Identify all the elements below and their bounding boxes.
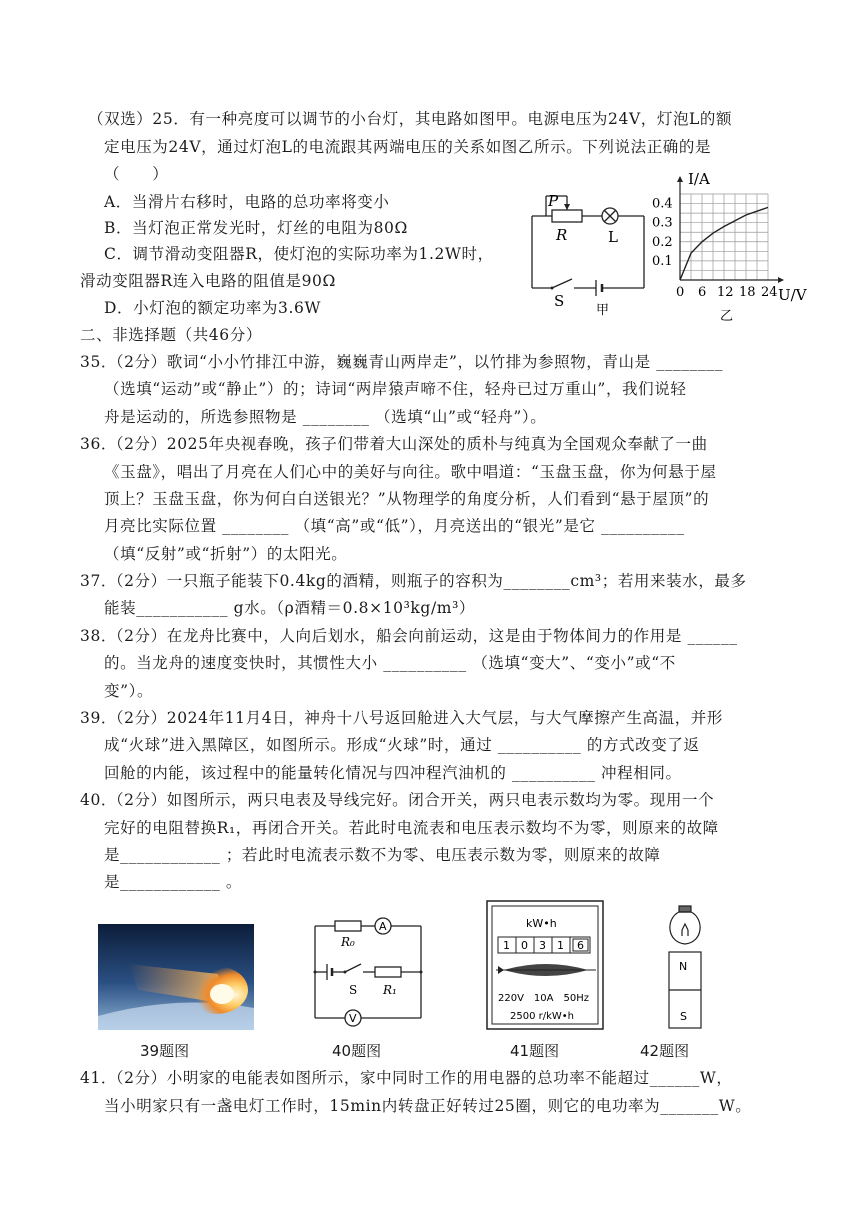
chart-x-label: U/V xyxy=(778,286,807,304)
q38-line-2: 的。当龙舟的速度变快时，其惯性大小 __________ （选填“变大”、“变小”或“不 xyxy=(104,654,676,672)
label-s: S xyxy=(554,292,565,310)
lamp-cap-icon xyxy=(679,906,691,912)
chart-x-tick-label: 24 xyxy=(761,285,778,300)
section-heading: 二、非选择题（共46分） xyxy=(80,326,262,344)
q25-line-3: （ ） xyxy=(104,165,169,183)
caption-39: 39题图 xyxy=(140,1042,190,1060)
label-v: V xyxy=(349,1012,357,1025)
q36-line-2: 《玉盘》，唱出了月亮在人们心中的美好与向往。歌中唱道：“玉盘玉盘，你为何悬于屋 xyxy=(104,463,717,481)
q37-line-1: （2分）一只瓶子能装下0.4kg的酒精，则瓶子的容积为________cm³；若用来装水，最多 xyxy=(108,572,747,590)
q36-number: 36． xyxy=(80,435,118,453)
resistor-r1-icon xyxy=(375,967,401,977)
chart-grid xyxy=(680,194,768,280)
chart-x-arrow xyxy=(778,277,784,283)
q25-option-d: D．小灯泡的额定功率为3.6W xyxy=(104,299,322,317)
resistor-r0-icon xyxy=(335,921,361,931)
chart-x-tick-label: 0 xyxy=(676,285,685,300)
meter-disc-icon xyxy=(496,964,596,976)
caption-40: 40题图 xyxy=(332,1042,382,1060)
q36-line-3: 顶上？玉盘玉盘，你为何白白送银光？”从物理学的角度分析，人们看到“悬于屋顶”的 xyxy=(104,490,710,508)
q35-line-1: （2分）歌词“小小竹排江中游，巍巍青山两岸走”，以竹排为参照物，青山是 ________ xyxy=(108,353,724,371)
q37-number: 37． xyxy=(80,572,118,590)
q36-line-1: （2分）2025年央视春晚，孩子们带着大山深处的质朴与纯真为全国观众奉献了一曲 xyxy=(108,435,708,453)
q25-option-c: C．调节滑动变阻器R，使灯泡的实际功率为1.2W时， xyxy=(104,245,494,263)
bulb-magnet-diagram xyxy=(660,900,710,1032)
q25-line-2: 定电压为24V，通过灯泡L的电流跟其两端电压的关系如图乙所示。下列说法正确的是 xyxy=(104,138,712,156)
q39-line-1: （2分）2024年11月4日，神舟十八号返回舱进入大气层，与大气摩擦产生高温，并形 xyxy=(108,709,723,727)
circuit-diagram-40 xyxy=(305,910,435,1036)
q35-line-3: 舟是运动的，所选参照物是 ________ （选填“山”或“轻舟”）。 xyxy=(104,408,547,426)
q40-line-4: 是____________ 。 xyxy=(104,873,242,891)
q36-line-5: （填“反射”或“折射”）的太阳光。 xyxy=(104,545,348,563)
chart-x-tick-label: 18 xyxy=(739,285,756,300)
q40-number: 40． xyxy=(80,791,118,809)
label-r: R xyxy=(556,226,568,244)
chart-y-tick-label: 0.1 xyxy=(652,253,673,269)
q25-option-b: B．当灯泡正常发光时，灯丝的电阻为80Ω xyxy=(104,219,408,237)
label-r0: R₀ xyxy=(341,935,355,949)
magnet-north-label: N xyxy=(679,960,688,973)
q39-line-2: 成“火球”进入黑障区，如图所示。形成“火球”时，通过 __________ 的方式改变了返 xyxy=(104,736,700,754)
label-p: P xyxy=(548,192,559,210)
chart-y-label: I/A xyxy=(688,170,710,188)
q38-line-1: （2分）在龙舟比赛中，人向后划水，船会向前运动，这是由于物体间力的作用是 ______ xyxy=(108,627,738,645)
q38-line-3: 变”）。 xyxy=(104,682,154,700)
q38-number: 38． xyxy=(80,627,118,645)
chart-x-tick-label: 6 xyxy=(698,285,707,300)
q36-line-4: 月亮比实际位置 ________ （填“高”或“低”），月亮送出的“银光”是它 __________ xyxy=(104,517,685,535)
switch-icon xyxy=(552,279,572,288)
chart-y-tick-label: 0.4 xyxy=(652,196,673,212)
meter-spec: 220V 10A 50Hz xyxy=(498,993,589,1004)
q35-number: 35． xyxy=(80,353,118,371)
label-a: A xyxy=(379,920,387,933)
fireball-image xyxy=(98,924,254,1030)
meter-unit: kW•h xyxy=(526,917,557,930)
chart-y-arrow xyxy=(677,176,683,182)
label-l: L xyxy=(608,228,618,246)
chart-y-tick-label: 0.3 xyxy=(652,215,673,231)
electric-meter xyxy=(486,900,604,1032)
q37-line-2: 能装___________ g水。（ρ酒精＝0.8×10³kg/m³） xyxy=(104,599,475,617)
q41-line-2: 当小明家只有一盏电灯工作时，15min内转盘正好转过25圈，则它的电功率为_______W。 xyxy=(104,1097,752,1115)
label-r1: R₁ xyxy=(383,983,397,997)
meter-digit-1: 1 xyxy=(503,939,510,952)
q41-number: 41． xyxy=(80,1069,118,1087)
chart-x-tick-label: 12 xyxy=(717,285,734,300)
q41-line-1: （2分）小明家的电能表如图所示，家中同时工作的用电器的总功率不能超过______W， xyxy=(108,1069,733,1087)
iu-chart-yi xyxy=(650,162,810,322)
bulb-icon xyxy=(670,912,700,944)
q39-line-3: 回舱的内能，该过程中的能量转化情况与四冲程汽油机的 __________ 冲程相同。 xyxy=(104,764,682,782)
q25-line-1: （双选）25．有一种亮度可以调节的小台灯，其电路如图甲。电源电压为24V，灯泡L的额 xyxy=(88,110,733,128)
chart-y-tick-label: 0.2 xyxy=(652,234,673,250)
caption-jia: 甲 xyxy=(596,303,610,318)
q35-line-2: （选填“运动”或“静止”）的；诗词“两岸猿声啼不住，轻舟已过万重山”，我们说轻 xyxy=(104,380,687,398)
meter-digit-4: 1 xyxy=(557,939,564,952)
q40-line-3: 是____________ ；若此时电流表示数不为零、电压表示数为零，则原来的故障 xyxy=(104,846,661,864)
label-s: S xyxy=(349,983,358,997)
chart-ticks xyxy=(652,197,778,300)
q25-option-a: A．当滑片右移时，电路的总功率将变小 xyxy=(104,193,390,211)
q40-line-2: 完好的电阻替换R₁，再闭合开关。若此时电流表和电压表示数均不为零，则原来的故障 xyxy=(104,819,719,837)
meter-digit-3: 3 xyxy=(539,939,546,952)
caption-yi: 乙 xyxy=(720,309,734,322)
meter-digit-2: 0 xyxy=(521,939,528,952)
rheostat-icon xyxy=(552,210,582,222)
circuit-diagram-jia xyxy=(524,180,664,320)
switch-icon xyxy=(345,964,361,972)
meter-rate: 2500 r/kW•h xyxy=(510,1011,575,1022)
q25-option-c-cont: 滑动变阻器R连入电路的阻值是90Ω xyxy=(80,272,336,290)
q40-line-1: （2分）如图所示，两只电表及导线完好。闭合开关，两只电表示数均为零。现用一个 xyxy=(108,791,715,809)
caption-42: 42题图 xyxy=(640,1042,690,1060)
meter-digit-5: 6 xyxy=(577,939,584,952)
caption-41: 41题图 xyxy=(510,1042,560,1060)
magnet-south-label: S xyxy=(680,1010,687,1023)
q39-number: 39． xyxy=(80,709,118,727)
